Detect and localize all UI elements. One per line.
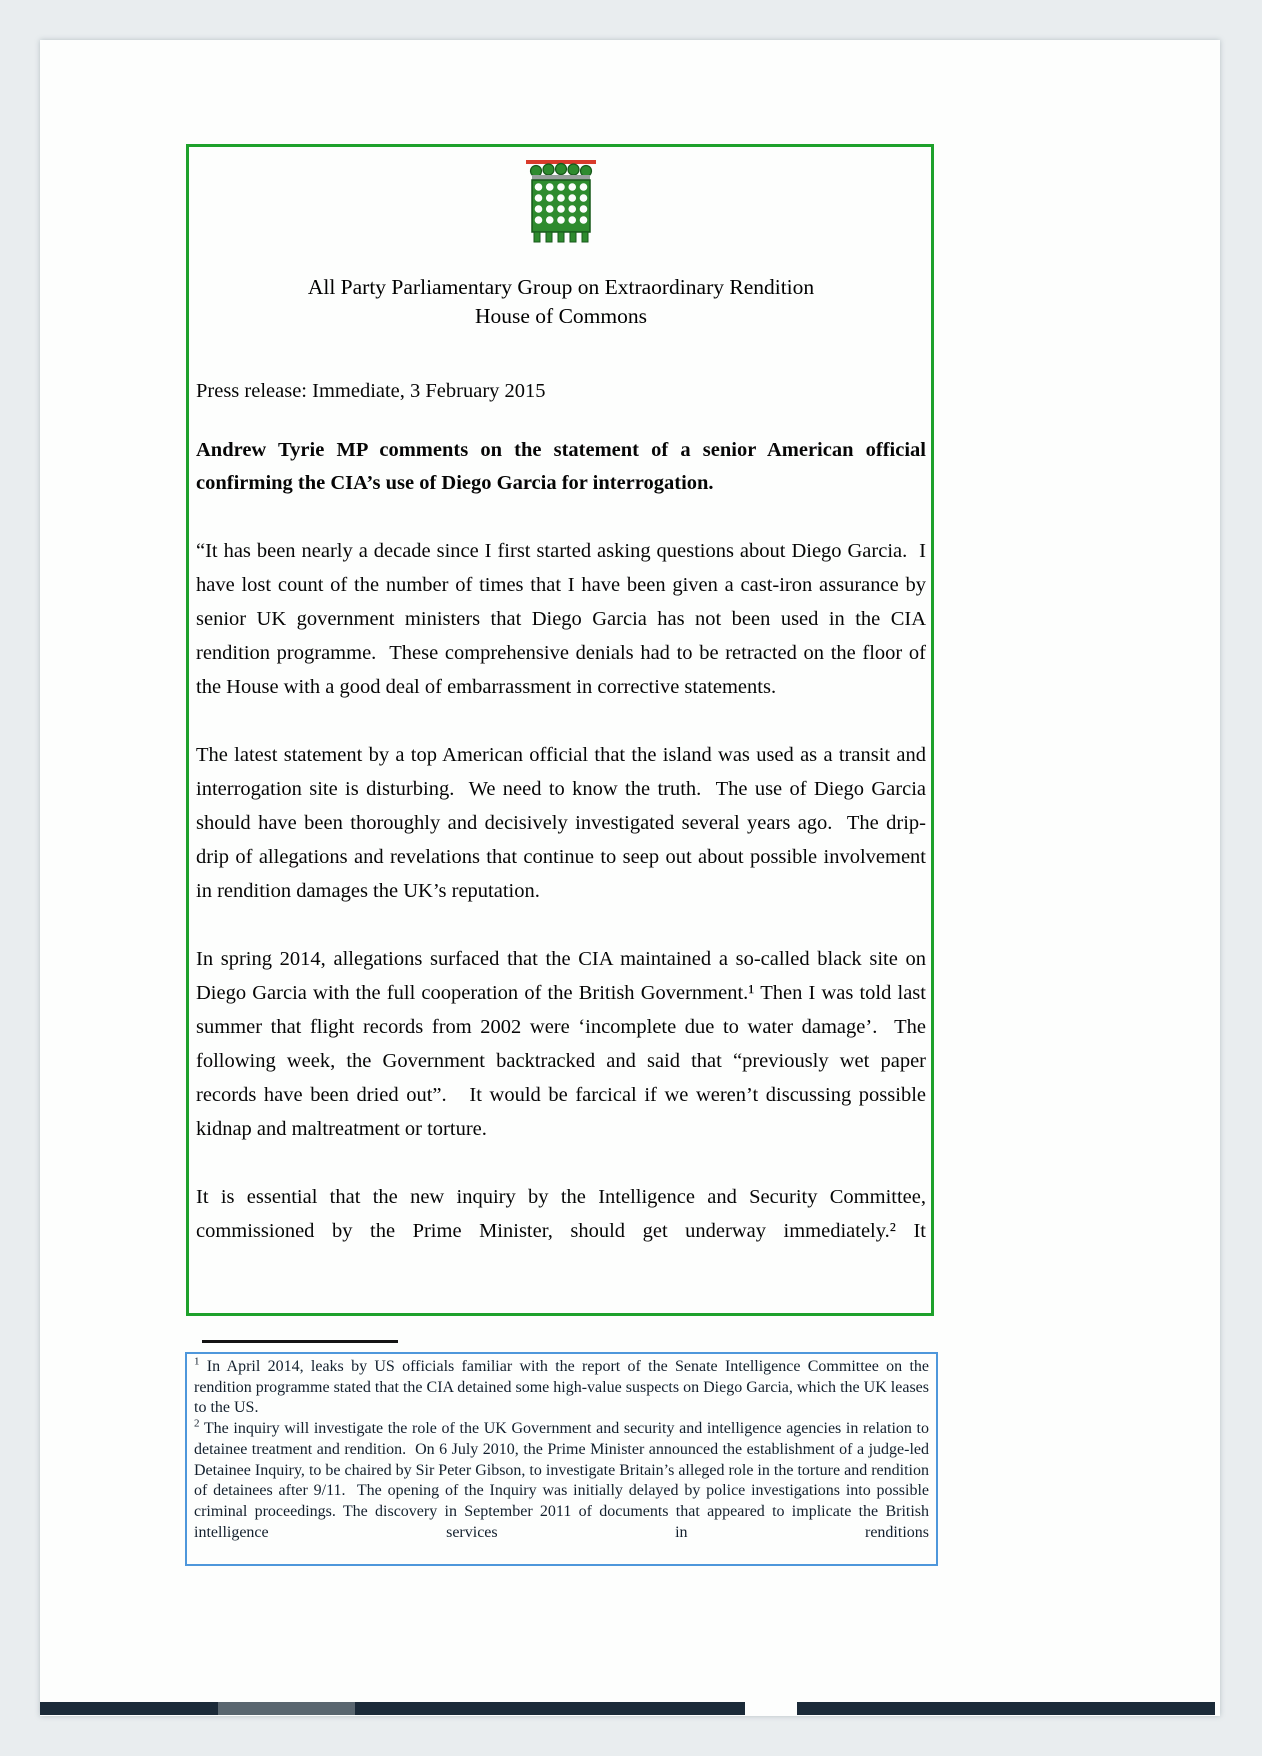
document-page	[40, 40, 1220, 1716]
paragraph-3: In spring 2014, allegations surfaced that the CIA maintained a so-called black site on Diego Garcia with the full cooperation of the British Government.¹ Then I was told last summer that flight records from 2002 were ‘incomplete due to water damage’. The following week, the Government backtracked and said that “previously wet paper records have been dried out”. It would be farcical if we weren’t discussing possible kidnap and maltreatment or torture.	[196, 948, 926, 1140]
footnote-2-text: The inquiry will investigate the role of the UK Government and security and intelligence agencies in relation to detainee treatment and rendition. On 6 July 2010, the Prime Minister announced the establishment of a judge-led Detainee Inquiry, to be chaired by Sir Peter Gibson, to investigate Britain’s alleged role in the torture and rendition of detainees after 9/11. The opening of the Inquiry was initially delayed by police investigations into possible criminal proceedings. The discovery in September 2011 of documents that appeared to implicate the British intelligence services in renditions	[194, 1420, 930, 1541]
headline: Andrew Tyrie MP comments on the statement of a senior American official confirming the CIA’s use of Diego Garcia for interrogation.	[196, 439, 926, 494]
paragraph-4: It is essential that the new inquiry by the Intelligence and Security Committee, commissioned by the Prime Minister, should get underway immediately.² It	[196, 1186, 926, 1242]
org-title-line1: All Party Parliamentary Group on Extraordinary Rendition	[307, 275, 815, 299]
footnote-1-marker: 1	[194, 1355, 200, 1368]
bottom-scrollbar-thumb[interactable]	[218, 1702, 355, 1715]
paragraph-2: The latest statement by a top American official that the island was used as a transit and interrogation site is disturbing. We need to know the truth. The use of Diego Garcia should have been thoroughly and decisively investigated several years ago. The drip-drip of allegations and revelations that continue to seep out about possible involvement in rendition damages the UK’s reputation.	[196, 744, 926, 902]
footnotes-box	[185, 1352, 938, 1566]
bottom-scrollbar-track-left[interactable]	[40, 1702, 745, 1715]
press-release-line: Press release: Immediate, 3 February 2015	[196, 380, 546, 402]
footnote-2	[194, 1419, 929, 1543]
org-title-line2: House of Commons	[475, 304, 647, 328]
footnote-separator	[202, 1340, 398, 1343]
bottom-scrollbar-track-right[interactable]	[797, 1702, 1215, 1715]
footnote-2-marker: 2	[194, 1417, 200, 1430]
org-title	[196, 273, 926, 331]
portcullis-logo-icon	[521, 160, 601, 249]
paragraph-1: “It has been nearly a decade since I first started asking questions about Diego Garcia. I have lost count of the number of times that I have been given a cast-iron assurance by senior UK government ministers that Diego Garcia has not been used in the CIA rendition programme. These comprehensive denials had to be retracted on the floor of the House with a good deal of embarrassment in corrective statements.	[196, 540, 926, 698]
footnote-1	[194, 1357, 929, 1419]
footnote-1-text: In April 2014, leaks by US officials familiar with the report of the Senate Intelligence Committee on the rendition programme stated that the CIA detained some high-value suspects on Diego Garcia, which the UK leases to the US.	[194, 1358, 930, 1417]
press-release-body	[186, 144, 934, 1316]
